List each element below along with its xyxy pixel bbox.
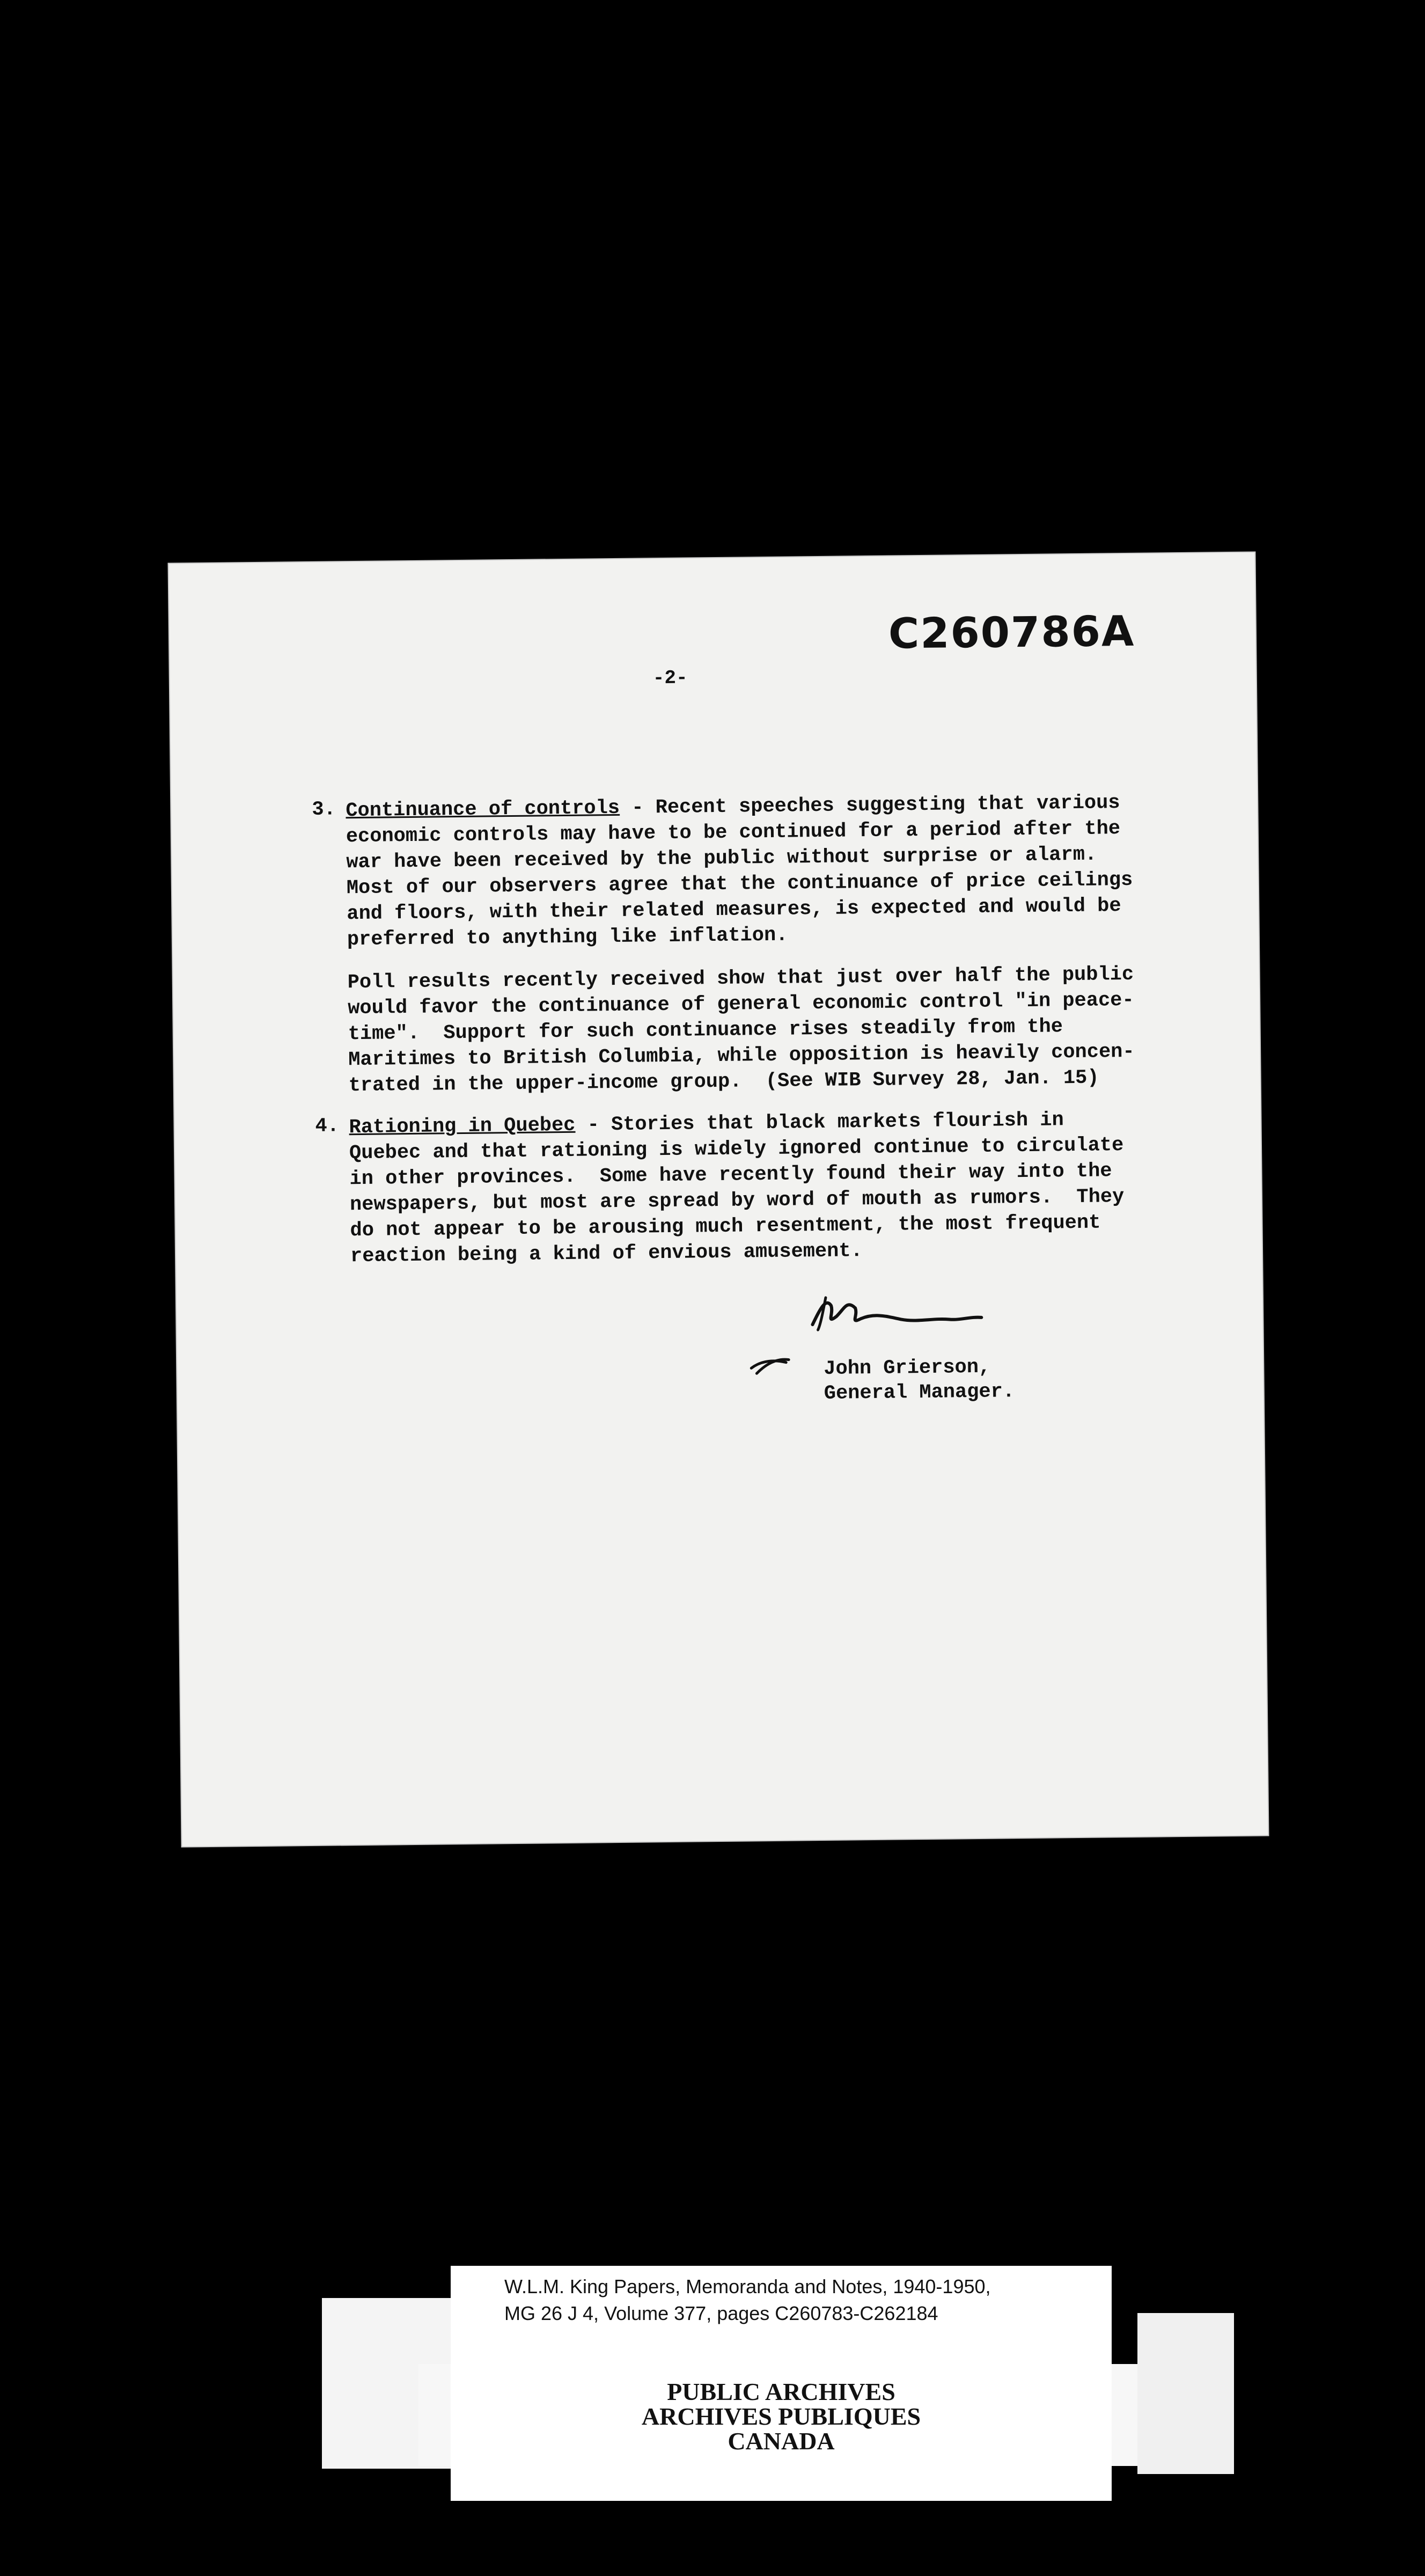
signer-title: General Manager. <box>824 1380 1015 1405</box>
item-3-heading: Continuance of controls <box>346 796 620 823</box>
signature-block <box>745 1284 1068 1416</box>
document-stamp-id: C260786A <box>888 607 1135 658</box>
item-3-paragraph <box>346 790 1152 953</box>
item-3-number: 3. <box>312 798 336 821</box>
archive-name-fr: ARCHIVES PUBLIQUES <box>641 2403 921 2430</box>
signer-block <box>824 1355 1015 1406</box>
signer-name: John Grierson, <box>824 1356 991 1380</box>
item-4-number: 4. <box>315 1115 340 1138</box>
item-4-heading: Rationing in Quebec <box>349 1114 576 1139</box>
item-4-text: - Stories that black markets flourish in Quebec and that rationing is widely ignored continue to circulate in other provinces. Some have recently found their way into the newspapers, but most are spread by word of mouth as rumors. They do not appear to be arousing much resentment, the most frequent reaction being a kind of envious amusement. <box>349 1109 1125 1268</box>
memo-page <box>169 552 1268 1846</box>
label-backing-right <box>1137 2313 1234 2474</box>
item-3-paragraph-2: Poll results recently received show that just over half the public would favor the continuance of general economic control "in peace- time". Support for such continuance rises steadily from the Maritimes to British Columbia, while opposition is heavily concen- trated in the upper-income group. (See WIB Survey 28, Jan. 15) <box>347 963 1135 1097</box>
page-number: -2- <box>652 667 688 690</box>
archive-reference-line-2: MG 26 J 4, Volume 377, pages C260783-C262184 <box>504 2302 938 2324</box>
item-3-text: - Recent speeches suggesting that various economic controls may have to be continued for a period after the war have been received by the public without surprise or alarm. Most of our observers agree that the continuance of price ceilings and floors, with their related measures, is expected and would be preferred to anything like inflation. <box>346 792 1133 952</box>
archive-name-en: PUBLIC ARCHIVES <box>667 2378 895 2405</box>
archive-country: CANADA <box>728 2427 835 2455</box>
item-4-paragraph <box>349 1106 1155 1269</box>
archive-reference-line-1: W.L.M. King Papers, Memoranda and Notes, 1940-1950, <box>504 2275 991 2297</box>
